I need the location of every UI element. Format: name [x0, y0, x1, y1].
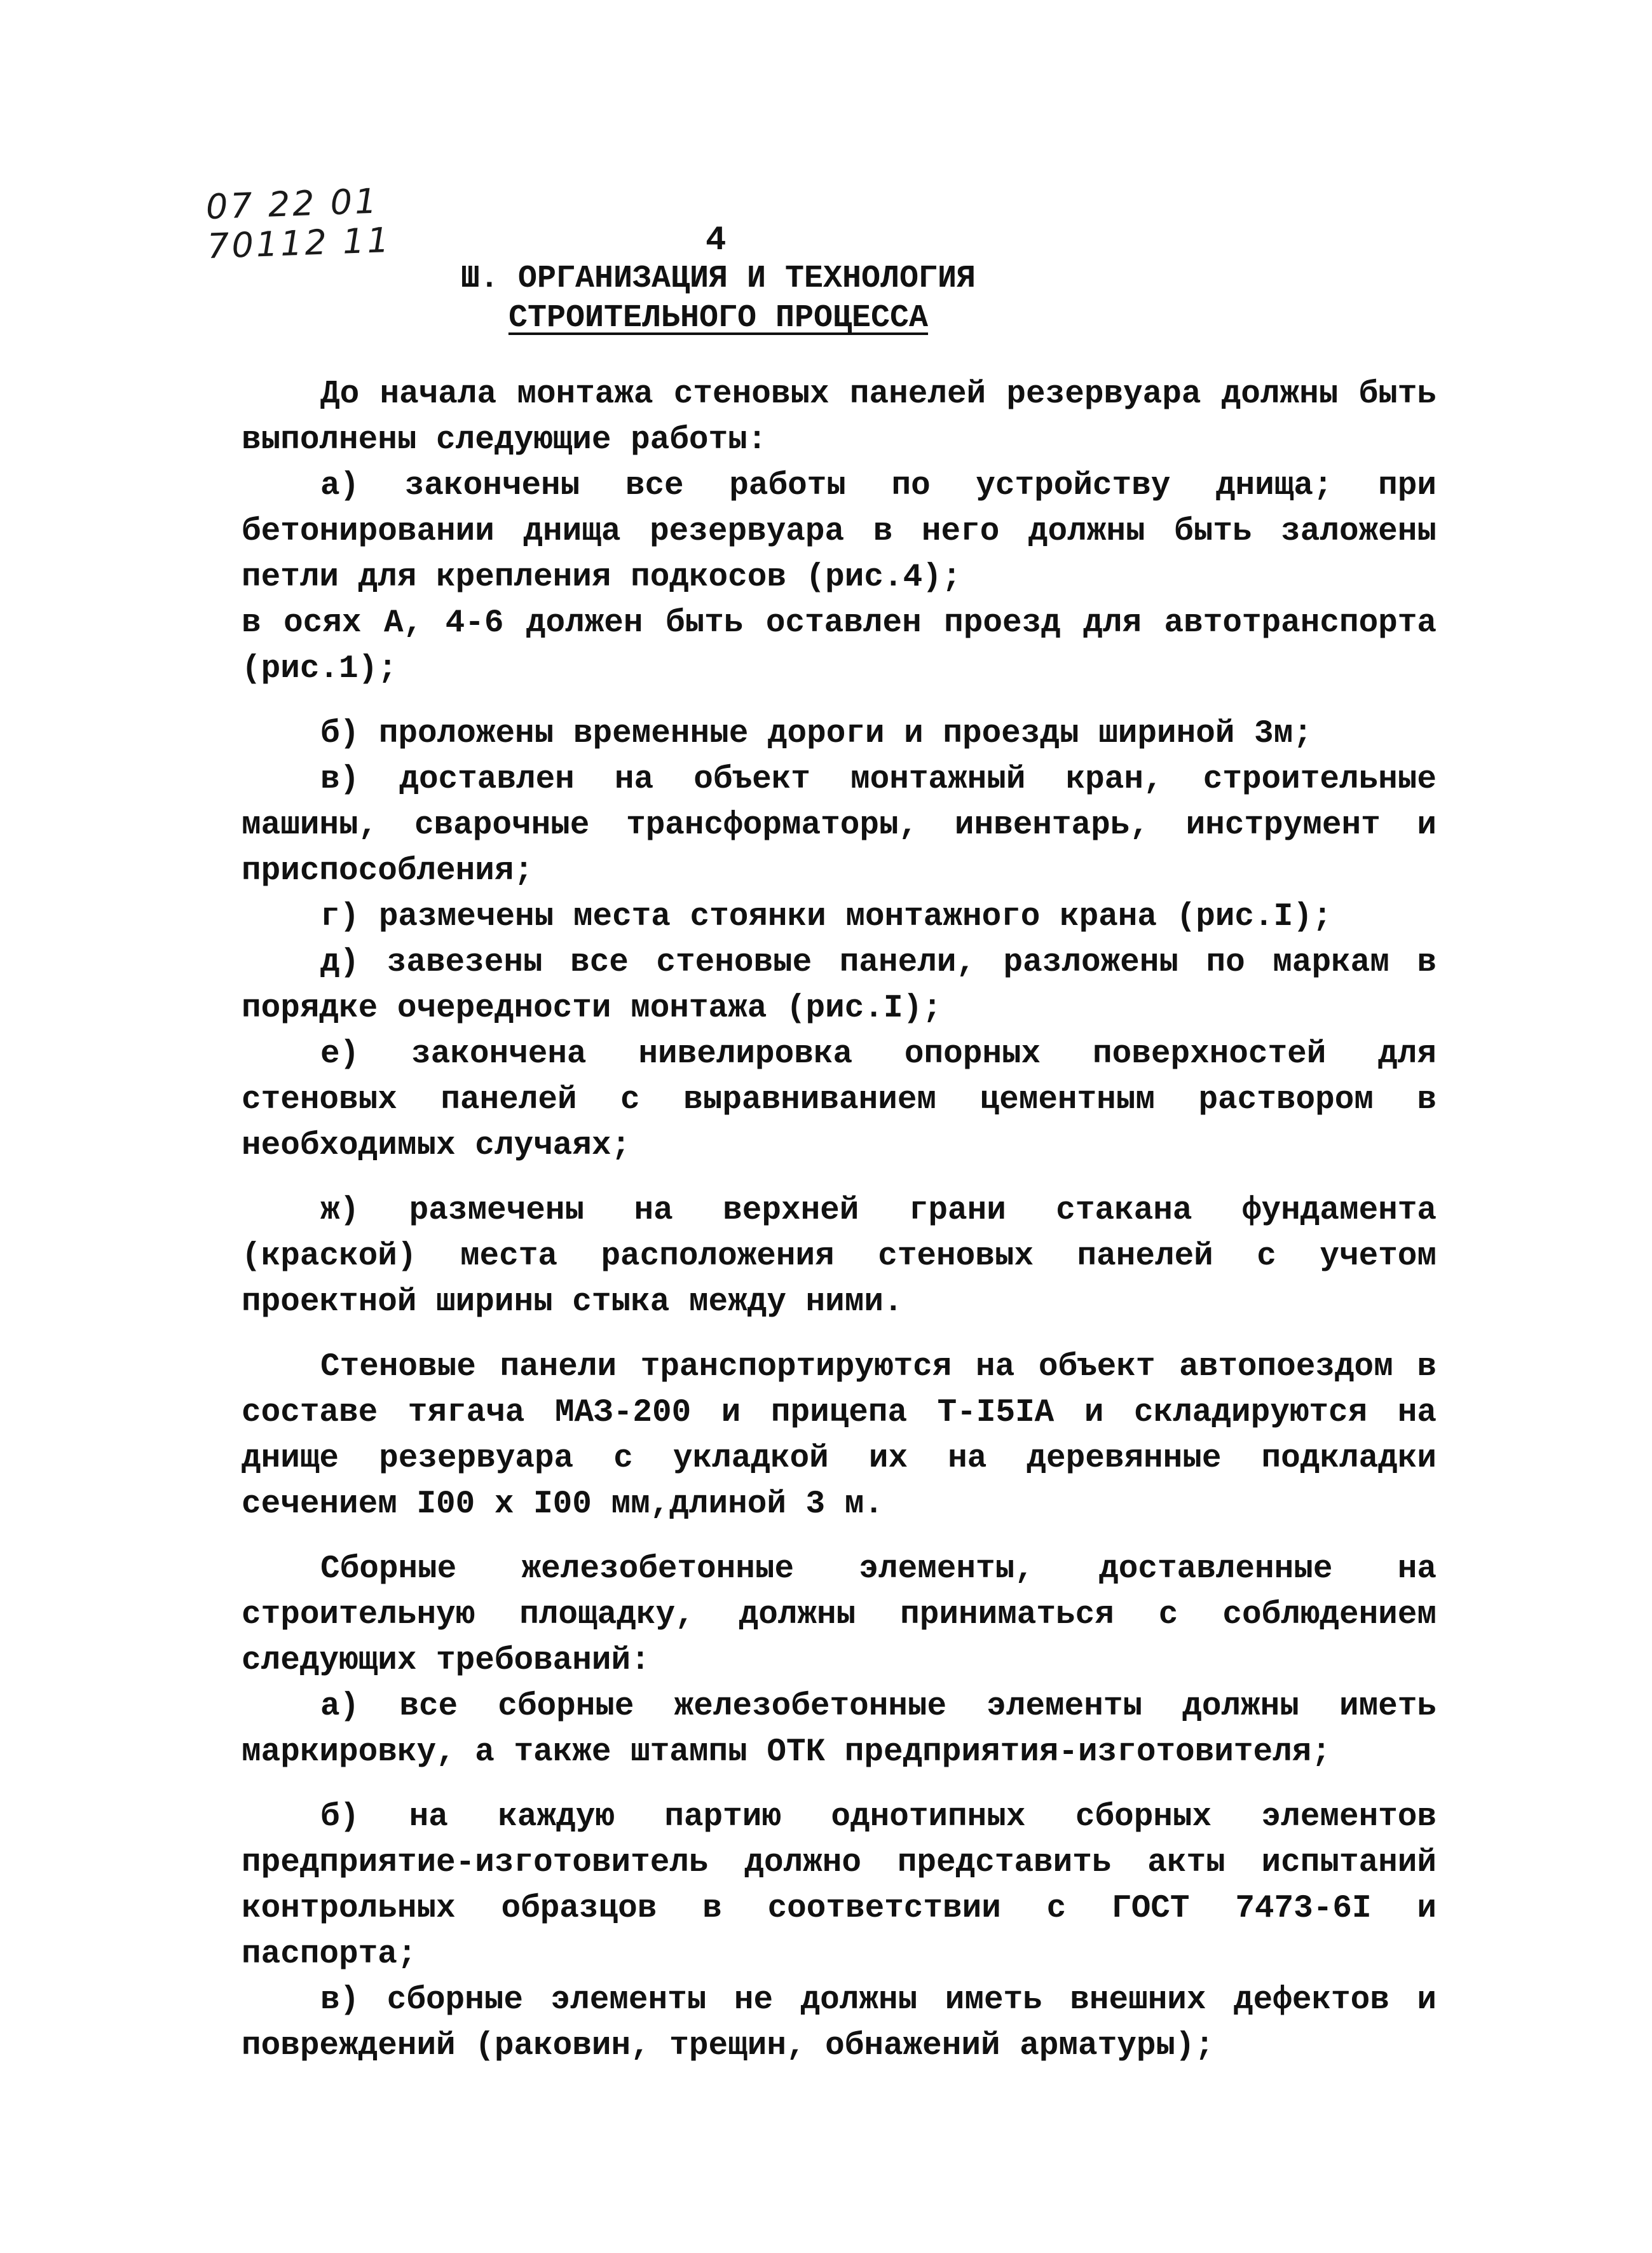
- margin-note-line-1: 07 22 01: [205, 181, 380, 228]
- section-heading: [445, 259, 992, 338]
- paragraph-acceptance: Сборные железобетонные элементы, доставленные на строительную площадку, должны приниматься с соблюдением следующих требований:: [242, 1551, 1437, 1679]
- list-item-e: е) закончена нивелировка опорных поверхностей для стеновых панелей с выравниванием цементным раствором в необходимых случаях;: [242, 1036, 1437, 1164]
- body-text: [242, 372, 1437, 2069]
- list-item-g: г) размечены места стоянки монтажного крана (рис.I);: [320, 899, 1332, 935]
- margin-note-line-2: 70112 11: [207, 219, 392, 267]
- handwritten-margin-note: [205, 181, 392, 266]
- requirement-a: а) все сборные железобетонные элементы должны иметь маркировку, а также штампы ОТК предприятия-изготовителя;: [242, 1688, 1437, 1770]
- requirement-v: в) сборные элементы не должны иметь внешних дефектов и повреждений (раковин, трещин, обнажений арматуры);: [242, 1982, 1437, 2064]
- list-item-zh: ж) размечены на верхней грани стакана фундамента (краской) места расположения стеновых панелей с учетом проектной ширины стыка между ними.: [242, 1193, 1437, 1320]
- heading-line-1: Ш. ОРГАНИЗАЦИЯ И ТЕХНОЛОГИЯ: [460, 261, 976, 297]
- heading-line-2: СТРОИТЕЛЬНОГО ПРОЦЕССА: [508, 300, 929, 336]
- list-item-d: д) завезены все стеновые панели, разложены по маркам в порядке очередности монтажа (рис.I);: [242, 945, 1437, 1027]
- page-number: 4: [706, 221, 727, 260]
- paragraph-intro: До начала монтажа стеновых панелей резервуара должны быть выполнены следующие работы:: [242, 376, 1437, 458]
- paragraph-axes-note: в осях А, 4-6 должен быть оставлен проезд для автотранспорта (рис.1);: [242, 605, 1437, 687]
- list-item-b: б) проложены временные дороги и проезды шириной 3м;: [320, 716, 1313, 752]
- list-item-v: в) доставлен на объект монтажный кран, строительные машины, сварочные трансформаторы, инвентарь, инструмент и приспособления;: [242, 762, 1437, 889]
- requirement-b: б) на каждую партию однотипных сборных элементов предприятие-изготовитель должно представить акты испытаний контрольных образцов в соответствии с ГОСТ 7473-6I и паспорта;: [242, 1799, 1437, 1973]
- paragraph-transport: Стеновые панели транспортируются на объект автопоездом в составе тягача МАЗ-200 и прицепа Т-I5IА и складируются на днище резервуара с укладкой их на деревянные подкладки сечением I00 х I00 мм,длиной 3 м.: [242, 1349, 1437, 1523]
- list-item-a: а) закончены все работы по устройству днища; при бетонировании днища резервуара в него должны быть заложены петли для крепления подкосов (рис.4);: [242, 468, 1437, 596]
